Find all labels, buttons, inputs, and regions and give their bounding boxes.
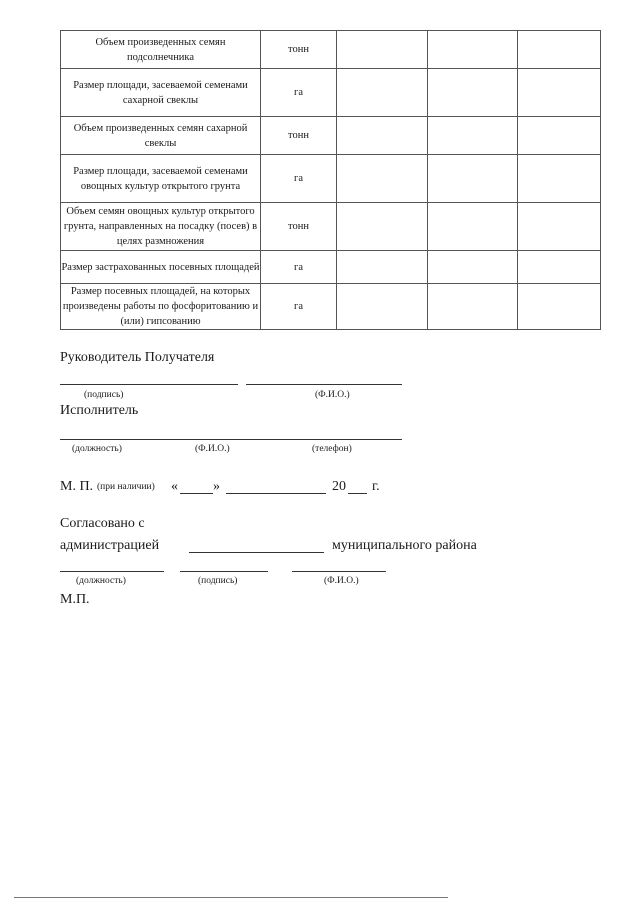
- stamp-note: (при наличии): [97, 482, 155, 492]
- value-cell: [337, 251, 428, 284]
- value-cell: [337, 31, 428, 69]
- date-open-quote: «: [171, 479, 178, 494]
- agreed-sign-line: [180, 571, 268, 572]
- agreed-fio-caption: (Ф.И.О.): [324, 576, 359, 586]
- unit-cell: тонн: [261, 31, 337, 69]
- value-cell: [428, 203, 518, 251]
- unit-cell: га: [261, 251, 337, 284]
- agreed-fio-line: [292, 571, 386, 572]
- indicator-name-cell: Объем семян овощных культур открытого грунта, направленных на посадку (посев) в целях размножения: [61, 203, 261, 251]
- executor-title: Исполнитель: [60, 403, 139, 418]
- table-row: [61, 117, 601, 155]
- value-cell: [337, 155, 428, 203]
- executor-phone-caption: (телефон): [312, 444, 352, 454]
- table-row: [61, 155, 601, 203]
- indicator-name-cell: Размер посевных площадей, на которых произведены работы по фосфоритованию и (или) гипсованию: [61, 284, 261, 330]
- value-cell: [337, 117, 428, 155]
- agreed-admin: администрацией: [60, 538, 160, 553]
- value-cell: [428, 155, 518, 203]
- unit-cell: га: [261, 69, 337, 117]
- indicator-name-cell: Объем произведенных семян подсолнечника: [61, 31, 261, 69]
- table-row: [61, 251, 601, 284]
- agreed-district: муниципального района: [332, 538, 477, 553]
- date-close-quote: »: [213, 479, 220, 494]
- agreed-admin-line: [189, 552, 324, 553]
- indicator-name-cell: Размер застрахованных посевных площадей: [61, 251, 261, 284]
- table-row: [61, 284, 601, 330]
- value-cell: [337, 69, 428, 117]
- value-cell: [428, 31, 518, 69]
- value-cell: [518, 155, 601, 203]
- year-line: [348, 493, 367, 494]
- unit-cell: га: [261, 155, 337, 203]
- date-day-line: [180, 493, 213, 494]
- indicator-name-cell: Размер площади, засеваемой семенами сахарной свеклы: [61, 69, 261, 117]
- unit-cell: тонн: [261, 117, 337, 155]
- head-fio-line: [246, 384, 402, 385]
- value-cell: [518, 203, 601, 251]
- value-cell: [518, 117, 601, 155]
- value-cell: [428, 251, 518, 284]
- table-row: [61, 69, 601, 117]
- table-row: [61, 31, 601, 69]
- footer-rule: [14, 897, 448, 898]
- executor-fio-caption: (Ф.И.О.): [195, 444, 230, 454]
- agreed-sign-caption: (подпись): [198, 576, 238, 586]
- head-sign-caption: (подпись): [84, 390, 124, 400]
- year-suffix: г.: [372, 479, 380, 494]
- stamp2-label: М.П.: [60, 592, 90, 607]
- date-month-line: [226, 493, 326, 494]
- value-cell: [428, 117, 518, 155]
- stamp-label: М. П.: [60, 479, 94, 494]
- value-cell: [518, 69, 601, 117]
- value-cell: [518, 284, 601, 330]
- value-cell: [428, 69, 518, 117]
- agreed-position-line: [60, 571, 164, 572]
- executor-line: [60, 439, 402, 440]
- value-cell: [518, 31, 601, 69]
- indicator-name-cell: Объем произведенных семян сахарной свеклы: [61, 117, 261, 155]
- indicators-table: [60, 30, 601, 330]
- agreed-position-caption: (должность): [76, 576, 126, 586]
- agreed-line1: Согласовано с: [60, 516, 145, 531]
- head-fio-caption: (Ф.И.О.): [315, 390, 350, 400]
- unit-cell: тонн: [261, 203, 337, 251]
- indicator-name-cell: Размер площади, засеваемой семенами овощных культур открытого грунта: [61, 155, 261, 203]
- executor-position-caption: (должность): [72, 444, 122, 454]
- unit-cell: га: [261, 284, 337, 330]
- value-cell: [518, 251, 601, 284]
- table-row: [61, 203, 601, 251]
- value-cell: [337, 284, 428, 330]
- head-title: Руководитель Получателя: [60, 350, 215, 365]
- value-cell: [428, 284, 518, 330]
- value-cell: [337, 203, 428, 251]
- head-sign-line: [60, 384, 238, 385]
- year-prefix: 20: [332, 479, 346, 494]
